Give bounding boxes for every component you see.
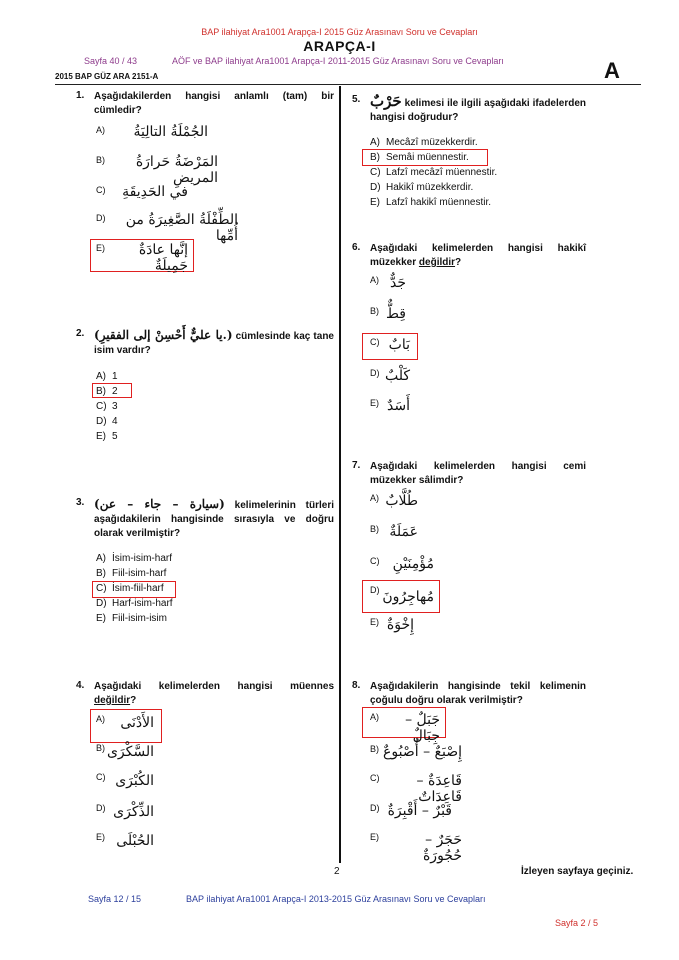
option-letter: D) <box>96 416 107 427</box>
question-arabic: حَرْبٌ <box>370 92 402 110</box>
option-text[interactable]: الطِّفْلَةُ الصَّغِيرَةُ من أُمِّها <box>125 212 238 244</box>
option-text[interactable]: Fiil-isim-isim <box>112 613 167 624</box>
option-letter: E) <box>96 613 106 624</box>
option-letter: A) <box>370 137 380 148</box>
option-text[interactable]: السَّكْرَى <box>106 744 154 760</box>
question-arabic: (سيارة – جاء – عن) <box>94 497 225 511</box>
question-number: 2. <box>76 328 85 339</box>
option-text[interactable]: Mecâzî müzekkerdir. <box>386 137 478 148</box>
option-letter: B) <box>370 152 380 163</box>
question-7 <box>352 460 586 488</box>
question-stem-negation: değildir <box>94 695 131 706</box>
question-3 <box>76 497 335 541</box>
option-text[interactable]: 2 <box>112 386 118 397</box>
option-text[interactable]: Semâi müennestir. <box>386 152 469 163</box>
footer-page-left: Sayfa 12 / 15 <box>88 894 142 904</box>
question-number: 4. <box>76 680 85 691</box>
option-text[interactable]: الأَدْنَى <box>120 715 154 731</box>
option-letter: D) <box>370 368 380 378</box>
option-letter: E) <box>96 243 105 253</box>
option-text[interactable]: Lafzî mecâzî müennestir. <box>386 167 498 178</box>
option-text[interactable]: الجُمْلَةُ التالِيَةُ <box>133 124 208 140</box>
option-letter: A) <box>96 371 106 382</box>
footer-page-right: Sayfa 2 / 5 <box>555 918 599 928</box>
option-letter: D) <box>370 585 380 595</box>
option-letter: E) <box>370 617 379 627</box>
option-text[interactable]: جَبَلٌ – جِبَالٌ <box>405 712 440 744</box>
footer-page-number: 2 <box>334 866 340 877</box>
option-text[interactable]: الحُبْلَى <box>116 833 154 849</box>
option-text[interactable]: مُهاجِرُونَ <box>382 589 434 605</box>
option-letter: B) <box>96 386 106 397</box>
option-letter: C) <box>96 401 107 412</box>
question-5 <box>352 92 587 125</box>
question-2 <box>76 328 334 358</box>
question-number: 3. <box>76 497 85 508</box>
question-stem: Aşağıdaki kelimelerden hangisi cemi müzekker sâlimdir? <box>370 461 586 486</box>
option-text[interactable]: أَسَدٌ <box>387 398 410 414</box>
question-number: 6. <box>352 242 361 253</box>
option-letter: D) <box>96 598 107 609</box>
option-letter: D) <box>96 213 106 223</box>
question-stem: Aşağıdaki kelimelerden hangisi müennes <box>94 681 334 692</box>
option-text[interactable]: إِصْبَعٌ – أُصْبُوعٌ <box>383 744 462 760</box>
option-text[interactable]: المَرْضَةُ حَرارَةُ المريضِ <box>135 154 218 186</box>
option-letter: A) <box>96 553 106 564</box>
option-letter: D) <box>96 803 106 813</box>
question-number: 5. <box>352 94 361 105</box>
question-stem: Aşağıdakilerden hangisi anlamlı (tam) bir cümledir? <box>94 91 334 116</box>
option-letter: C) <box>96 772 106 782</box>
option-text[interactable]: Fiil-isim-harf <box>112 568 167 579</box>
header-page-number: Sayfa 40 / 43 <box>84 56 138 66</box>
option-text[interactable]: إنَّها عادَةٌ جَمِيلَةٌ <box>138 242 188 274</box>
question-stem: Aşağıdakilerin hangisinde tekil kelimenin çoğulu doğru olarak verilmiştir? <box>370 681 586 706</box>
exam-code: 2015 BAP GÜZ ARA 2151-A <box>55 72 159 81</box>
option-text[interactable]: الذِّكْرَى <box>113 804 154 820</box>
question-1 <box>76 90 334 118</box>
header-top-line: BAP ilahiyat Ara1001 Arapça-I 2015 Güz Arasınavı Soru ve Cevapları <box>201 27 478 37</box>
option-text[interactable]: İsim-isim-harf <box>112 553 172 564</box>
column-divider <box>339 86 341 863</box>
page-title: ARAPÇA-I <box>303 38 376 54</box>
question-6 <box>352 242 586 270</box>
option-text[interactable]: عَمَلَةٌ <box>389 524 418 540</box>
option-letter: B) <box>370 524 379 534</box>
option-text[interactable]: Lafzî hakikî müennestir. <box>386 197 492 208</box>
option-letter: C) <box>370 167 381 178</box>
option-letter: E) <box>370 832 379 842</box>
option-letter: A) <box>370 275 379 285</box>
option-letter: C) <box>370 337 380 347</box>
booklet-letter: A <box>604 58 620 83</box>
option-letter: B) <box>370 744 379 754</box>
option-text[interactable]: إِخْوَةٌ <box>386 617 414 633</box>
question-number: 7. <box>352 460 361 471</box>
option-letter: C) <box>96 185 106 195</box>
option-text[interactable]: جَدٌّ <box>389 275 406 291</box>
option-text[interactable]: 1 <box>112 371 118 382</box>
option-letter: A) <box>370 493 379 503</box>
question-number: 1. <box>76 90 85 101</box>
option-text[interactable]: Hakikî müzekkerdir. <box>386 182 474 193</box>
option-letter: B) <box>96 568 106 579</box>
question-arabic: (يا عليٌّ أَحْسِنْ إلى الفقيرِ.) <box>94 328 233 342</box>
option-text[interactable]: حَجَرٌ – حُجُورَةٌ <box>422 832 462 864</box>
option-text[interactable]: قَاعِدَةٌ – قَاعِدَاتٌ <box>416 773 462 805</box>
option-letter: B) <box>370 306 379 316</box>
option-letter: A) <box>370 712 379 722</box>
option-letter: B) <box>96 743 105 753</box>
option-letter: A) <box>96 714 105 724</box>
header-subtitle: AÖF ve BAP ilahiyat Ara1001 Arapça-I 2011-2015 Güz Arasınavı Soru ve Cevapları <box>172 56 504 66</box>
option-letter: E) <box>96 832 105 842</box>
question-stem-end: ? <box>455 257 462 268</box>
option-text[interactable]: بَابٌ <box>388 337 410 353</box>
option-letter: E) <box>96 431 106 442</box>
options-q2 <box>96 370 118 445</box>
option-text[interactable]: 5 <box>112 431 118 442</box>
option-text[interactable]: الكُبْرَى <box>115 773 154 789</box>
footer-title: BAP ilahiyat Ara1001 Arapça-I 2013-2015 Güz Arasınavı Soru ve Cevapları <box>186 894 486 904</box>
option-letter: D) <box>370 182 381 193</box>
option-letter: A) <box>96 125 105 135</box>
option-letter: D) <box>370 803 380 813</box>
next-page-note: İzleyen sayfaya geçiniz. <box>521 866 634 877</box>
question-4 <box>76 680 334 708</box>
option-text[interactable]: قِطٌّ <box>386 306 406 322</box>
correct-answer-box <box>92 383 132 398</box>
option-text[interactable]: مُؤْمِنَيْنِ <box>392 556 434 572</box>
option-letter: C) <box>370 556 380 566</box>
option-letter: C) <box>96 583 107 594</box>
question-stem: Aşağıdaki kelimelerden hangisi hakikî müzekker <box>370 243 586 268</box>
option-letter: E) <box>370 197 380 208</box>
question-stem: kelimesi ile ilgili aşağıdaki ifadelerden hangisi doğrudur? <box>370 98 587 123</box>
option-text[interactable]: 4 <box>112 416 118 427</box>
correct-answer-box <box>362 149 488 166</box>
options-q5 <box>370 136 497 211</box>
option-text[interactable]: في الحَدِيقَةِ <box>122 184 188 200</box>
question-stem: cümlesinde kaç tane isim vardır? <box>94 331 334 356</box>
correct-answer-box <box>92 581 176 598</box>
question-stem-end: ? <box>130 695 137 706</box>
option-text[interactable]: İsim-fiil-harf <box>112 583 164 594</box>
option-text[interactable]: Harf-isim-harf <box>112 598 173 609</box>
option-letter: E) <box>370 398 379 408</box>
question-8 <box>352 680 586 708</box>
option-text[interactable]: طُلَّابٌ <box>385 493 418 509</box>
option-text[interactable]: 3 <box>112 401 118 412</box>
option-text[interactable]: قَبْرٌ – أَقْبِرَةٌ <box>387 803 452 819</box>
header-divider <box>55 84 641 85</box>
question-stem: kelimelerinin türleri aşağıdakilerin hangisinde sırasıyla ve doğru olarak verilmiştir? <box>94 500 335 539</box>
question-stem-negation: değildir <box>418 257 456 268</box>
option-letter: B) <box>96 155 105 165</box>
option-letter: C) <box>370 773 380 783</box>
option-text[interactable]: كَلْبٌ <box>384 368 410 384</box>
question-number: 8. <box>352 680 361 691</box>
